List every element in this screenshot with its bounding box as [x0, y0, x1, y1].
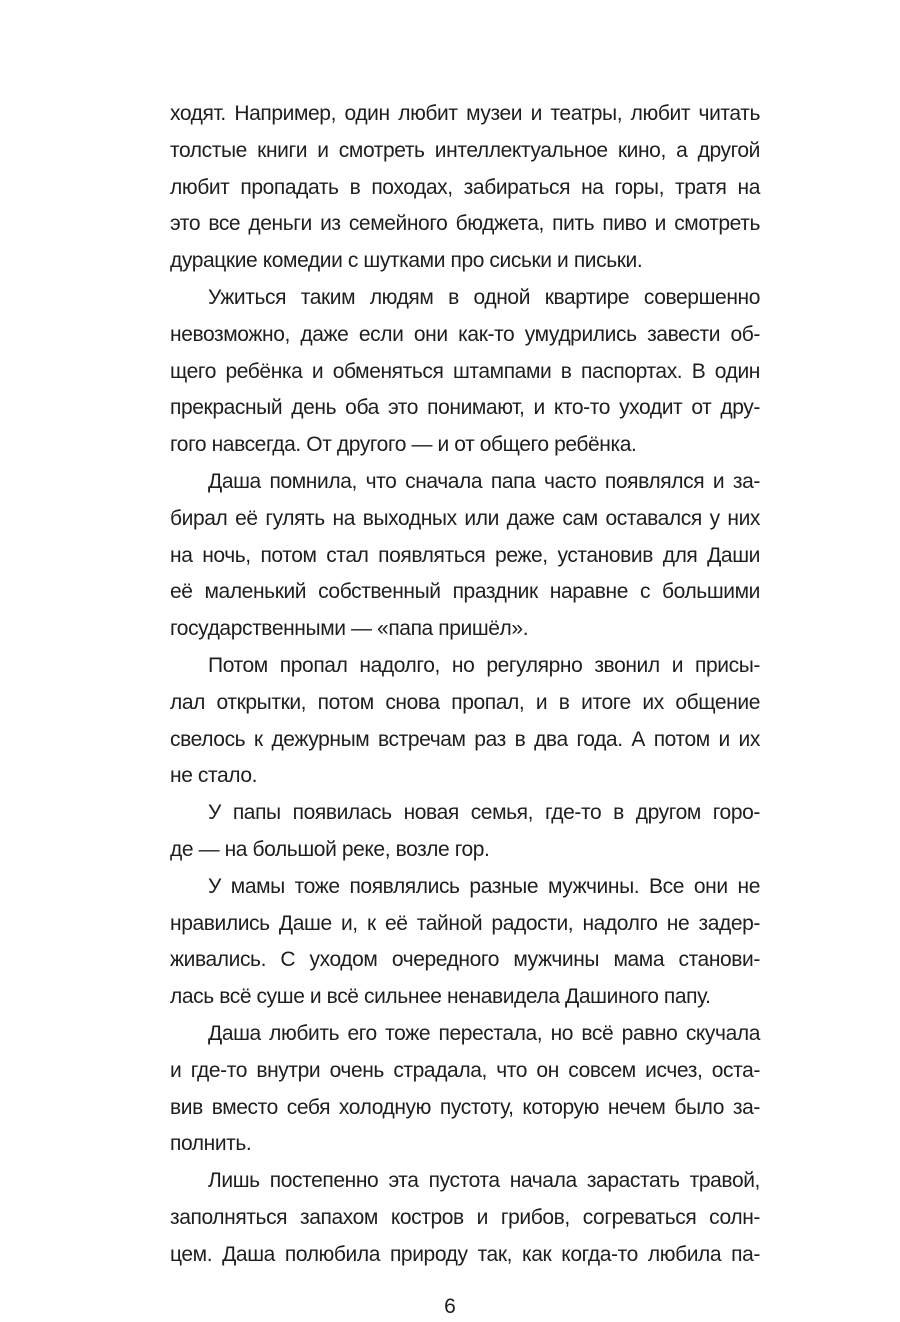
paragraph	[170, 648, 760, 795]
text-line: любит пропадать в походах, забираться на горы, тратя на	[170, 175, 760, 199]
text-line: де — на большой реке, возле гор.	[170, 837, 490, 861]
text-line: лась всё суше и всё сильнее ненавидела Дашиного папу.	[170, 985, 711, 1009]
page-number: 6	[444, 1294, 456, 1318]
text-line: и где-то внутри очень страдала, что он совсем исчез, оста-	[170, 1058, 760, 1082]
paragraph	[170, 1163, 760, 1273]
text-line: на ночь, потом стал появляться реже, установив для Даши	[170, 543, 760, 567]
paragraph	[170, 464, 760, 648]
paragraph	[170, 869, 760, 1016]
text-line: Потом пропал надолго, но регулярно звонил и присы-	[208, 653, 760, 677]
text-line: цем. Даша полюбила природу так, как когда-то любила па-	[170, 1242, 760, 1266]
text-line: живались. С уходом очередного мужчины мама станови-	[170, 948, 760, 972]
text-line: У мамы тоже появлялись разные мужчины. Все они не	[208, 874, 760, 898]
text-line: это все деньги из семейного бюджета, пить пиво и смотреть	[170, 212, 760, 236]
paragraph	[170, 280, 760, 464]
text-line: свелось к дежурным встречам раз в два года. А потом и их	[170, 727, 760, 751]
text-line: невозможно, даже если они как-то умудрились завести об-	[170, 322, 760, 346]
text-line: вив вместо себя холодную пустоту, которую нечем было за-	[170, 1095, 760, 1119]
text-line: гого навсегда. От другого — и от общего ребёнка.	[170, 433, 637, 457]
text-line: Даша помнила, что сначала папа часто появлялся и за-	[208, 469, 760, 493]
text-line: Лишь постепенно эта пустота начала зарастать травой,	[208, 1169, 760, 1193]
text-line: полнить.	[170, 1132, 252, 1156]
text-line: нравились Даше и, к её тайной радости, надолго не задер-	[170, 911, 760, 935]
text-line: государственными — «папа пришёл».	[170, 617, 529, 641]
text-line: её маленький собственный праздник наравне с большими	[170, 580, 760, 604]
text-line: толстые книги и смотреть интеллектуальное кино, а другой	[170, 138, 760, 162]
text-line: дурацкие комедии с шутками про сиськи и письки.	[170, 249, 643, 273]
text-line: лал открытки, потом снова пропал, и в итоге их общение	[170, 690, 760, 714]
paragraph	[170, 795, 760, 869]
text-line: щего ребёнка и обменяться штампами в паспортах. В один	[170, 359, 760, 383]
text-line: прекрасный день оба это понимают, и кто-то уходит от дру-	[170, 396, 760, 420]
text-line: Ужиться таким людям в одной квартире совершенно	[208, 285, 760, 309]
text-line: Даша любить его тоже перестала, но всё равно скучала	[208, 1021, 760, 1045]
text-line: У папы появилась новая семья, где-то в другом горо-	[208, 801, 760, 825]
page-body-text	[170, 96, 760, 1274]
text-line: не стало.	[170, 764, 258, 788]
paragraph	[170, 1016, 760, 1163]
text-line: заполняться запахом костров и грибов, согреваться солн-	[170, 1205, 760, 1229]
text-line: ходят. Например, один любит музеи и театры, любит читать	[170, 102, 760, 125]
paragraph	[170, 96, 760, 280]
text-line: бирал её гулять на выходных или даже сам оставался у них	[170, 506, 760, 530]
